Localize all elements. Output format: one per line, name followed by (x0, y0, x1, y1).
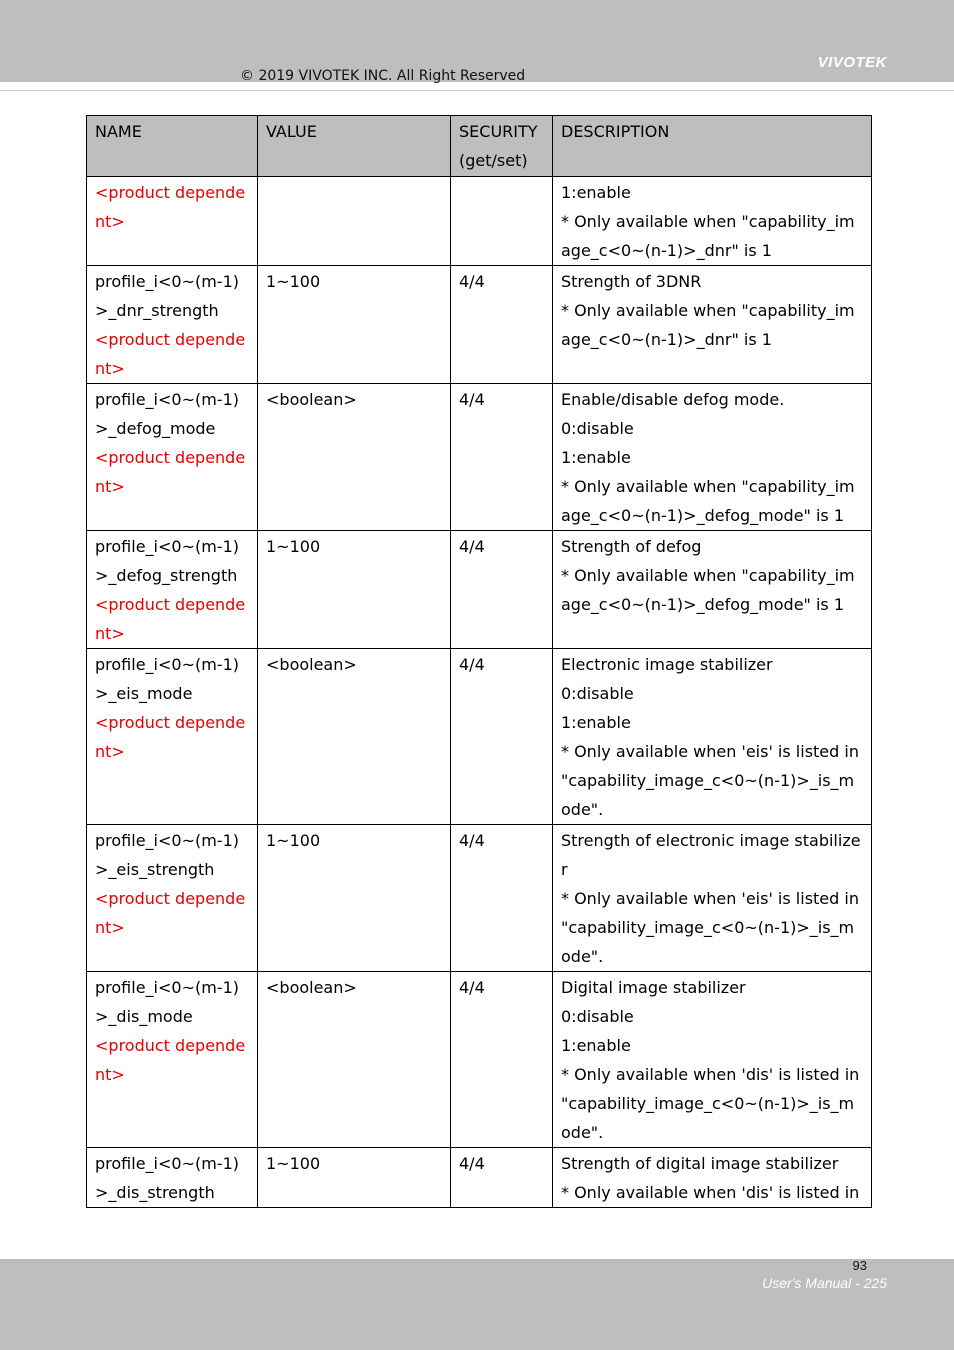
cell-security (451, 177, 553, 266)
cell-value: 1~100 (258, 531, 451, 649)
description-line: 0:disable (561, 1007, 634, 1026)
description-line: * Only available when "capability_image_c<0~(n-1)>_defog_mode" is 1 (561, 566, 855, 614)
description-line: * Only available when "capability_image_c<0~(n-1)>_dnr" is 1 (561, 212, 855, 260)
cell-security: 4/4 (451, 972, 553, 1148)
cell-description (553, 177, 872, 266)
cell-security: 4/4 (451, 384, 553, 531)
cell-name (87, 649, 258, 825)
header-divider (0, 90, 954, 91)
product-dependent-note: <product dependent> (95, 713, 246, 761)
parameter-name: profile_i<0~(m-1)>_dnr_strength (95, 272, 239, 320)
cell-value: 1~100 (258, 1148, 451, 1208)
description-line: Strength of defog (561, 537, 702, 556)
cell-value: <boolean> (258, 384, 451, 531)
page-footer (0, 1259, 954, 1350)
cell-value: 1~100 (258, 266, 451, 384)
cell-value: <boolean> (258, 649, 451, 825)
table-row (87, 384, 872, 531)
cell-description (553, 531, 872, 649)
page-number: 93 (852, 1258, 867, 1273)
product-dependent-note: <product dependent> (95, 448, 246, 496)
description-line: 1:enable (561, 1036, 631, 1055)
cell-description (553, 972, 872, 1148)
description-line: * Only available when 'dis' is listed in "capability_image_c<0~(n-1)>_is_mode". (561, 1065, 860, 1142)
column-header-security: SECURITY (get/set) (451, 116, 553, 177)
cell-description (553, 266, 872, 384)
product-dependent-note: <product dependent> (95, 330, 246, 378)
description-line: Electronic image stabilizer (561, 655, 773, 674)
table-row (87, 649, 872, 825)
parameter-name: profile_i<0~(m-1)>_dis_mode (95, 978, 239, 1026)
product-dependent-note: <product dependent> (95, 595, 246, 643)
parameter-table (86, 115, 872, 1208)
column-header-description: DESCRIPTION (553, 116, 872, 177)
description-line: 0:disable (561, 419, 634, 438)
table-row (87, 825, 872, 972)
table-header-row (87, 116, 872, 177)
description-line: 1:enable (561, 713, 631, 732)
cell-description (553, 384, 872, 531)
table-row (87, 972, 872, 1148)
description-line: Enable/disable defog mode. (561, 390, 785, 409)
parameter-name: profile_i<0~(m-1)>_eis_strength (95, 831, 239, 879)
description-line: 1:enable (561, 183, 631, 202)
cell-value: 1~100 (258, 825, 451, 972)
cell-name (87, 177, 258, 266)
cell-description (553, 649, 872, 825)
description-line: * Only available when "capability_image_c<0~(n-1)>_dnr" is 1 (561, 301, 855, 349)
cell-security: 4/4 (451, 649, 553, 825)
description-line: * Only available when 'dis' is listed in (561, 1183, 860, 1202)
table-row (87, 177, 872, 266)
copyright-notice: © 2019 VIVOTEK INC. All Right Reserved (240, 68, 526, 84)
description-line: Strength of digital image stabilizer (561, 1154, 839, 1173)
cell-description (553, 825, 872, 972)
table-row (87, 1148, 872, 1208)
brand-logo: VIVOTEK (817, 54, 887, 71)
product-dependent-note: <product dependent> (95, 183, 246, 231)
cell-name (87, 266, 258, 384)
description-line: * Only available when 'eis' is listed in "capability_image_c<0~(n-1)>_is_mode". (561, 889, 859, 966)
manual-page-label: User's Manual - 225 (762, 1275, 887, 1291)
table-body (87, 177, 872, 1208)
cell-value: <boolean> (258, 972, 451, 1148)
cell-description (553, 1148, 872, 1208)
description-line: * Only available when "capability_image_c<0~(n-1)>_defog_mode" is 1 (561, 477, 855, 525)
cell-name (87, 384, 258, 531)
cell-name (87, 825, 258, 972)
cell-name (87, 531, 258, 649)
table-row (87, 266, 872, 384)
parameter-name: profile_i<0~(m-1)>_eis_mode (95, 655, 239, 703)
description-line: 1:enable (561, 448, 631, 467)
table-row (87, 531, 872, 649)
cell-security: 4/4 (451, 266, 553, 384)
cell-name (87, 972, 258, 1148)
cell-security: 4/4 (451, 1148, 553, 1208)
description-line: Strength of 3DNR (561, 272, 702, 291)
cell-name (87, 1148, 258, 1208)
cell-value (258, 177, 451, 266)
description-line: Digital image stabilizer (561, 978, 746, 997)
parameter-name: profile_i<0~(m-1)>_defog_mode (95, 390, 239, 438)
column-header-value: VALUE (258, 116, 451, 177)
description-line: * Only available when 'eis' is listed in "capability_image_c<0~(n-1)>_is_mode". (561, 742, 859, 819)
product-dependent-note: <product dependent> (95, 889, 246, 937)
parameter-name: profile_i<0~(m-1)>_defog_strength (95, 537, 239, 585)
product-dependent-note: <product dependent> (95, 1036, 246, 1084)
description-line: 0:disable (561, 684, 634, 703)
column-header-name: NAME (87, 116, 258, 177)
cell-security: 4/4 (451, 825, 553, 972)
parameter-name: profile_i<0~(m-1)>_dis_strength (95, 1154, 239, 1202)
description-line: Strength of electronic image stabilizer (561, 831, 861, 879)
cell-security: 4/4 (451, 531, 553, 649)
